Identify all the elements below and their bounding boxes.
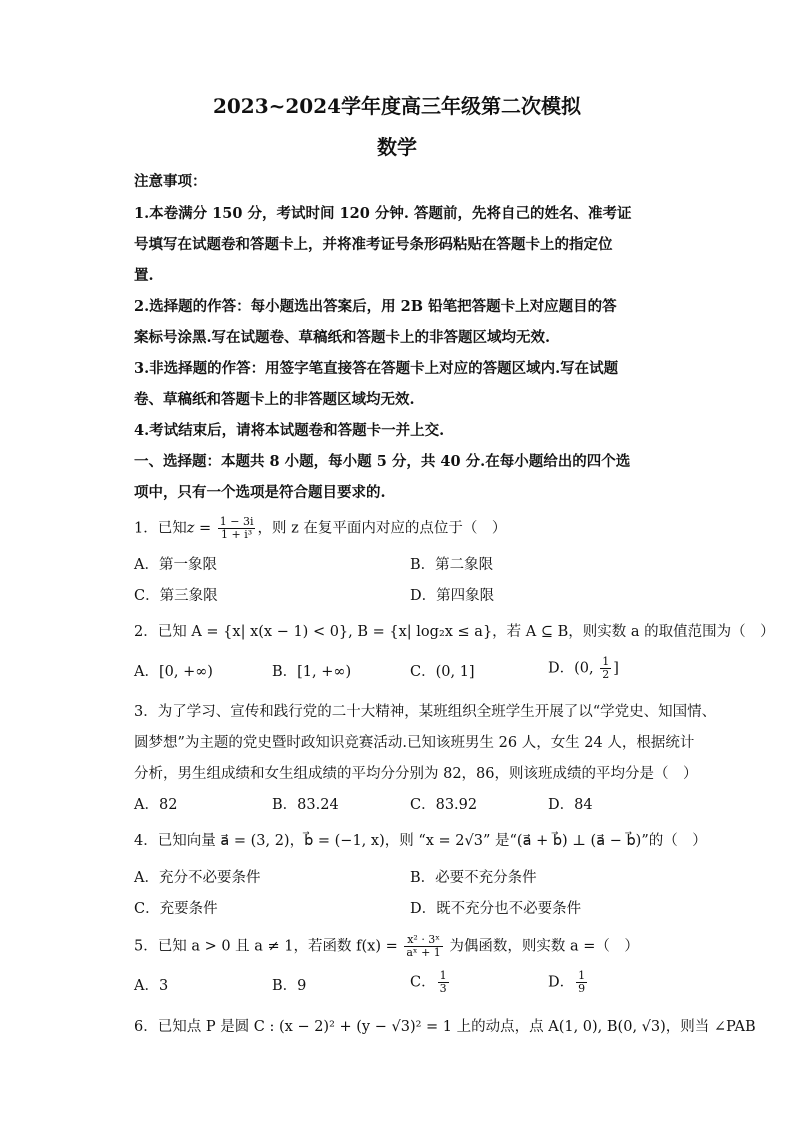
notice-line: 置. <box>134 267 154 284</box>
q5-option-d[interactable] <box>548 970 589 995</box>
notice-line: 3.非选择题的作答：用签字笔直接答在答题卡上对应的答题区域内.写在试题 <box>134 360 619 377</box>
q5-option-c-denominator: 3 <box>439 982 447 995</box>
q5-option-c-label: C． <box>410 974 436 991</box>
q1-numerator: 1 − 3i <box>219 515 254 528</box>
section-heading: 一、选择题：本题共 8 小题，每小题 5 分，共 40 分.在每小题给出的四个选 <box>134 453 631 470</box>
q1-option-d[interactable]: D．第四象限 <box>410 588 495 604</box>
q2-option-b[interactable]: B．[1, +∞) <box>272 664 352 680</box>
q3-option-b[interactable]: B．83.24 <box>272 797 339 813</box>
q5-option-c-numerator: 1 <box>439 969 447 982</box>
q1-fraction <box>218 516 256 541</box>
q5-option-d-fraction <box>576 970 587 995</box>
q1-suffix: ，则 z 在复平面内对应的点位于（ ） <box>257 520 507 537</box>
q1-prefix: 1．已知 <box>134 520 187 537</box>
q5-option-d-denominator: 9 <box>578 982 586 995</box>
question-3-line: 3．为了学习、宣传和践行党的二十大精神，某班组织全班学生开展了以“学党史、知国情、 <box>134 704 717 720</box>
q1-denominator: 1 + i³ <box>221 528 253 541</box>
q2-option-d-left: (0, <box>574 660 599 677</box>
section-heading: 项中，只有一个选项是符合题目要求的. <box>134 484 386 501</box>
q3-option-d[interactable]: D．84 <box>548 797 593 813</box>
q2-option-d[interactable] <box>548 656 619 681</box>
q5-option-d-numerator: 1 <box>578 969 586 982</box>
q5-suffix: 为偶函数，则实数 a =（ ） <box>444 938 639 955</box>
question-5-stem <box>134 934 639 959</box>
q2-option-d-denominator: 2 <box>602 668 610 681</box>
q2-option-d-fraction <box>600 656 611 681</box>
q3-option-c[interactable]: C．83.92 <box>410 797 478 813</box>
question-4-stem: 4．已知向量 a⃗ = (3, 2)，b⃗ = (−1, x)，则 “x = 2√3” 是“(a⃗ + b⃗) ⊥ (a⃗ − b⃗)”的（ ） <box>134 833 707 849</box>
question-3-line: 分析，男生组成绩和女生组成绩的平均分分别为 82，86，则该班成绩的平均分是（ ） <box>134 766 698 782</box>
q5-option-d-label: D． <box>548 974 575 991</box>
q5-option-a[interactable]: A．3 <box>134 978 169 994</box>
q5-numerator: x² · 3ˣ <box>404 934 442 947</box>
q2-option-d-label: D． <box>548 660 575 677</box>
q3-option-a[interactable]: A．82 <box>134 797 178 813</box>
q4-option-c[interactable]: C．充要条件 <box>134 901 218 917</box>
q5-option-b[interactable]: B．9 <box>272 978 307 994</box>
question-1-stem <box>134 516 506 541</box>
q1-option-c[interactable]: C．第三象限 <box>134 588 218 604</box>
notice-line: 案标号涂黑.写在试题卷、草稿纸和答题卡上的非答题区域均无效. <box>134 329 551 346</box>
q2-option-d-right: ] <box>613 660 619 677</box>
notice-line: 号填写在试题卷和答题卡上，并将准考证号条形码粘贴在答题卡上的指定位 <box>134 236 613 253</box>
q5-prefix: 5．已知 a > 0 且 a ≠ 1，若函数 f(x) = <box>134 938 403 955</box>
q4-option-b[interactable]: B．必要不充分条件 <box>410 870 537 886</box>
question-2-stem: 2．已知 A = {x| x(x − 1) < 0}, B = {x| log₂x ≤ a}，若 A ⊆ B，则实数 a 的取值范围为（ ） <box>134 624 775 640</box>
q2-option-a[interactable]: A．[0, +∞) <box>134 664 213 680</box>
q1-var: z <box>186 520 195 537</box>
question-6-stem: 6．已知点 P 是圆 C : (x − 2)² + (y − √3)² = 1 上的动点，点 A(1, 0), B(0, √3)，则当 ∠PAB <box>134 1019 756 1035</box>
q2-option-c[interactable]: C．(0, 1] <box>410 664 475 680</box>
q5-option-c-fraction <box>438 970 449 995</box>
notice-line: 1.本卷满分 150 分，考试时间 120 分钟. 答题前，先将自己的姓名、准考证 <box>134 205 632 222</box>
notice-heading: 注意事项： <box>134 173 207 190</box>
q4-option-d[interactable]: D．既不充分也不必要条件 <box>410 901 582 917</box>
q5-fraction <box>404 934 442 959</box>
notice-line: 卷、草稿纸和答题卡上的非答题区域均无效. <box>134 391 415 408</box>
subject-title: 数学 <box>377 135 417 159</box>
q4-option-a[interactable]: A．充分不必要条件 <box>134 870 261 886</box>
q2-option-d-numerator: 1 <box>602 655 610 668</box>
question-3-line: 圆梦想”为主题的党史暨时政知识竞赛活动.已知该班男生 26 人，女生 24 人，根据统计 <box>134 735 695 751</box>
q1-option-a[interactable]: A．第一象限 <box>134 557 217 573</box>
q1-option-b[interactable]: B．第二象限 <box>410 557 494 573</box>
q1-eq: = <box>194 520 216 537</box>
q5-option-c[interactable] <box>410 970 451 995</box>
notice-line: 2.选择题的作答：每小题选出答案后，用 2B 铅笔把答题卡上对应题目的答 <box>134 298 617 315</box>
notice-line: 4.考试结束后，请将本试题卷和答题卡一并上交. <box>134 422 445 439</box>
q5-denominator: aˣ + 1 <box>406 946 441 959</box>
exam-title: 2023~2024学年度高三年级第二次模拟 <box>212 94 582 118</box>
